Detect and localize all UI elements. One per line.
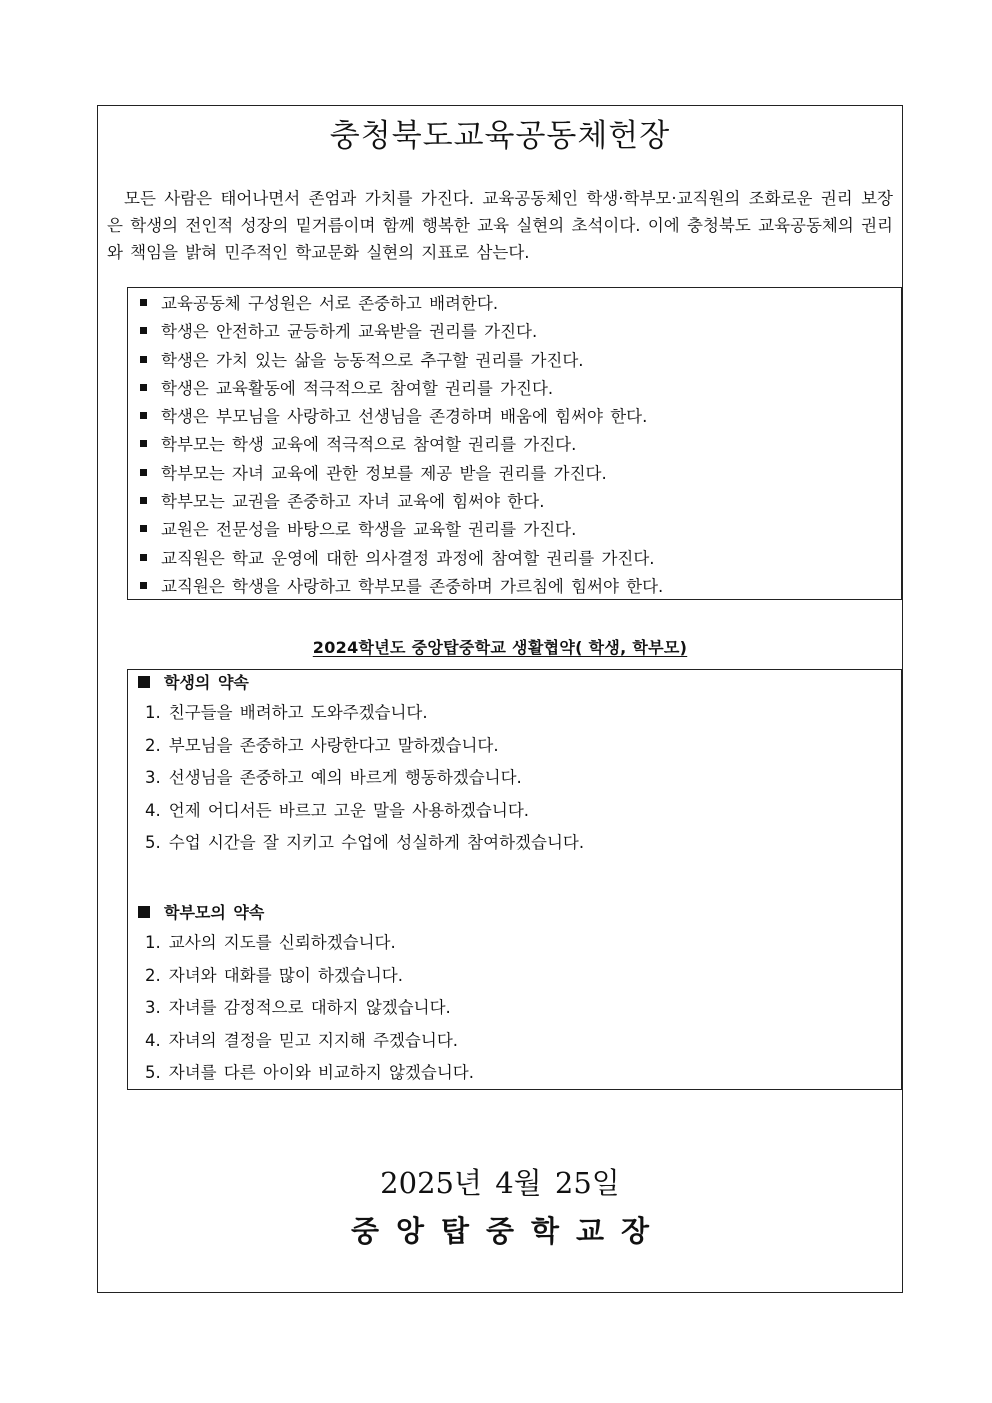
heading-square-icon (138, 906, 150, 918)
bullet-square-icon (140, 327, 147, 334)
parent-section-heading: 학부모의 약속 (138, 900, 264, 923)
list-item: 2. 부모님을 존중하고 사랑한다고 말하겠습니다. (145, 735, 499, 755)
charter-preamble: 모든 사람은 태어나면서 존엄과 가치를 가진다. 교육공동체인 학생·학부모·교직원의 조화로운 권리 보장은 학생의 전인적 성장의 밑거름이며 함께 행복한 교육 실현의 초석이다. 이에 충청북도 교육공동체의 권리와 책임을 밝혀 민주적인 학교문화 실현의 지표로 삼는다. (107, 189, 893, 262)
bullet-square-icon (140, 412, 147, 419)
student-promise-list (145, 697, 897, 860)
bullet-square-icon (140, 497, 147, 504)
parent-promise-list (145, 927, 897, 1090)
bullet-square-icon (140, 582, 147, 589)
document-frame (97, 105, 903, 1293)
list-item: 5. 수업 시간을 잘 지키고 수업에 성실하게 참여하겠습니다. (145, 833, 585, 853)
document-date: 2025년 4월 25일 (380, 1166, 620, 1200)
charter-item: 학부모는 학생 교육에 적극적으로 참여할 권리를 가진다. (140, 431, 897, 459)
charter-item: 교육공동체 구성원은 서로 존중하고 배려한다. (140, 290, 897, 318)
bullet-square-icon (140, 554, 147, 561)
bullet-square-icon (140, 384, 147, 391)
charter-item: 교원은 전문성을 바탕으로 학생을 교육할 권리를 가진다. (140, 516, 897, 544)
agreement-box (127, 669, 902, 1090)
charter-item: 학생은 가치 있는 삶을 능동적으로 추구할 권리를 가진다. (140, 347, 897, 375)
bullet-square-icon (140, 469, 147, 476)
charter-item: 교직원은 학교 운영에 대한 의사결정 과정에 참여할 권리를 가진다. (140, 545, 897, 573)
bullet-square-icon (140, 356, 147, 363)
charter-item: 학생은 부모님을 사랑하고 선생님을 존경하며 배움에 힘써야 한다. (140, 403, 897, 431)
list-item: 3. 자녀를 감정적으로 대하지 않겠습니다. (145, 998, 451, 1018)
charter-title: 충청북도교육공동체헌장 (329, 118, 671, 154)
list-item: 5. 자녀를 다른 아이와 비교하지 않겠습니다. (145, 1063, 474, 1083)
signer-name: 중앙탑중학교장 (350, 1214, 667, 1248)
list-item: 2. 자녀와 대화를 많이 하겠습니다. (145, 965, 403, 985)
charter-list (140, 290, 897, 601)
charter-item: 학부모는 자녀 교육에 관한 정보를 제공 받을 권리를 가진다. (140, 460, 897, 488)
agreement-title: 2024학년도 중앙탑중학교 생활협약( 학생, 학부모) (312, 638, 688, 657)
bullet-square-icon (140, 440, 147, 447)
agreement-title-wrap (98, 635, 902, 658)
heading-square-icon (138, 676, 150, 688)
list-item: 1. 교사의 지도를 신뢰하겠습니다. (145, 933, 396, 952)
charter-item: 교직원은 학생을 사랑하고 학부모를 존중하며 가르침에 힘써야 한다. (140, 573, 897, 601)
list-item: 4. 언제 어디서든 바르고 고운 말을 사용하겠습니다. (145, 800, 529, 820)
bullet-square-icon (140, 299, 147, 306)
charter-item: 학부모는 교권을 존중하고 자녀 교육에 힘써야 한다. (140, 488, 897, 516)
student-section-heading: 학생의 약속 (138, 670, 249, 693)
charter-items-box (127, 287, 902, 600)
list-item: 1. 친구들을 배려하고 도와주겠습니다. (145, 703, 428, 722)
list-item: 4. 자녀의 결정을 믿고 지지해 주겠습니다. (145, 1030, 458, 1050)
charter-item: 학생은 교육활동에 적극적으로 참여할 권리를 가진다. (140, 375, 897, 403)
charter-item: 학생은 안전하고 균등하게 교육받을 권리를 가진다. (140, 318, 897, 346)
list-item: 3. 선생님을 존중하고 예의 바르게 행동하겠습니다. (145, 768, 522, 788)
bullet-square-icon (140, 525, 147, 532)
